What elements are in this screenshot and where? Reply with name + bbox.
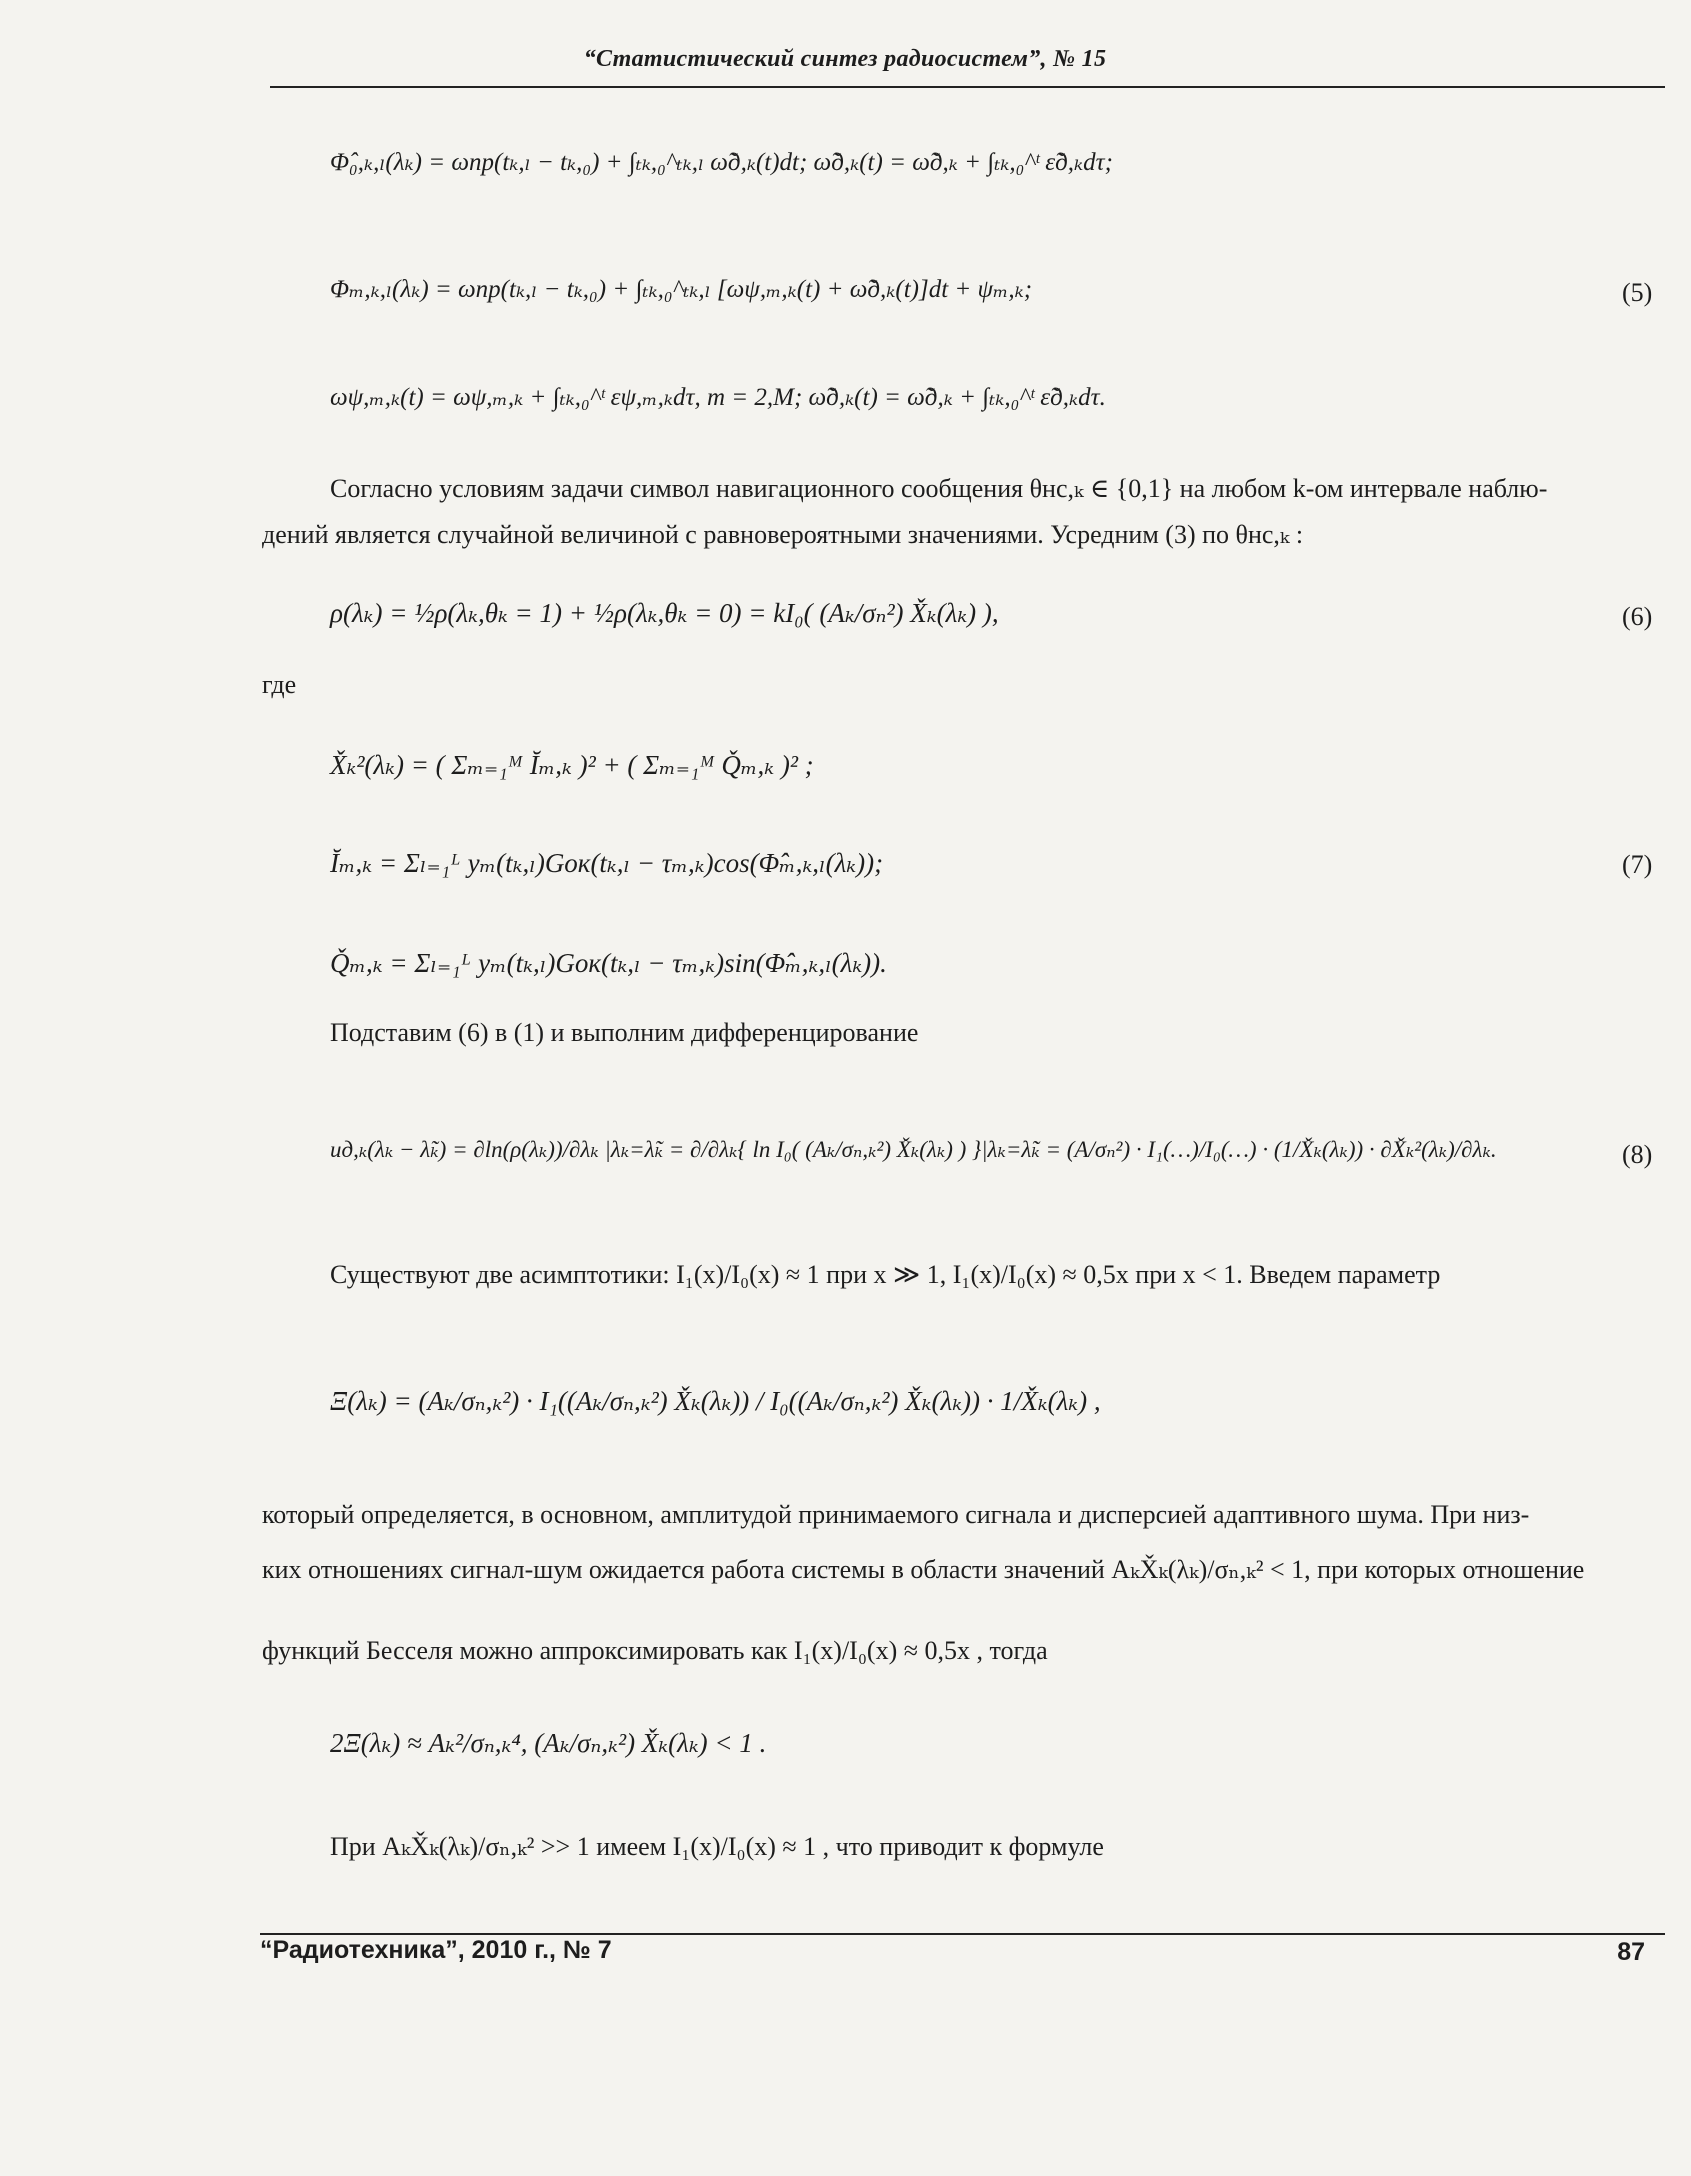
formula-6: ρ(λₖ) = ½ρ(λₖ,θₖ = 1) + ½ρ(λₖ,θₖ = 0) = kI₀( (Aₖ/σₙ²) X̌ₖ(λₖ) ), bbox=[330, 598, 999, 628]
paragraph-1-line-2: дений является случайной величиной с равновероятными значениями. Усредним (3) по θнс,ₖ : bbox=[262, 520, 1304, 549]
page-number: 87 bbox=[1617, 1938, 1645, 1966]
running-header: “Статистический синтез радиосистем”, № 15 bbox=[583, 46, 1107, 72]
formula-5-line-3: ωψ,ₘ,ₖ(t) = ωψ,ₘ,ₖ + ∫ₜₖ,₀^ᵗ εψ,ₘ,ₖdτ, m = 2,M; ω̃д,ₖ(t) = ω̃д,ₖ + ∫ₜₖ,₀^ᵗ ε̃д,ₖdτ. bbox=[330, 384, 1106, 411]
formula-7-line-3: Q̌ₘ,ₖ = Σₗ₌₁ᴸ yₘ(tₖ,ₗ)Gок(tₖ,ₗ − τₘ,ₖ)sin(Φ̂ₘ,ₖ,ₗ(λₖ)). bbox=[330, 948, 887, 978]
equation-number-6: (6) bbox=[1622, 602, 1653, 631]
paragraph-5: При AₖX̌ₖ(λₖ)/σₙ,ₖ² >> 1 имеем I₁(x)/I₀(x) ≈ 1 , что приводит к формуле bbox=[330, 1832, 1104, 1861]
formula-7-line-1: X̌ₖ²(λₖ) = ( Σₘ₌₁ᴹ Ĭₘ,ₖ )² + ( Σₘ₌₁ᴹ Q̌ₘ,ₖ )² ; bbox=[330, 750, 814, 780]
formula-8: uд,ₖ(λₖ − λ̃ₖ) = ∂ln(ρ(λₖ))/∂λₖ |λₖ=λ̃ₖ = ∂/∂λₖ{ ln I₀( (Aₖ/σₙ,ₖ²) X̌ₖ(λₖ) ) }|λₖ=λ̃ₖ = (A/σₙ²) · I₁(…)/I₀(…) · (1/X̌ₖ(λₖ)) · ∂X̌ₖ²(λₖ)/∂λₖ. bbox=[330, 1137, 1497, 1162]
paragraph-2: Подставим (6) в (1) и выполним дифференцирование bbox=[330, 1018, 919, 1047]
formula-2xi: 2Ξ(λₖ) ≈ Aₖ²/σₙ,ₖ⁴, (Aₖ/σₙ,ₖ²) X̌ₖ(λₖ) < 1 . bbox=[330, 1728, 767, 1758]
paragraph-1-line-1: Согласно условиям задачи символ навигационного сообщения θнс,ₖ ∈ {0,1} на любом k-ом интервале наблю- bbox=[330, 474, 1548, 503]
paragraph-4-line-2: ких отношениях сигнал-шум ожидается работа системы в области значений AₖX̌ₖ(λₖ)/σₙ,ₖ² < 1, при которых отношение bbox=[262, 1555, 1585, 1584]
formula-xi: Ξ(λₖ) = (Aₖ/σₙ,ₖ²) · I₁((Aₖ/σₙ,ₖ²) X̌ₖ(λₖ)) / I₀((Aₖ/σₙ,ₖ²) X̌ₖ(λₖ)) · 1/X̌ₖ(λₖ) , bbox=[330, 1386, 1101, 1416]
footer-journal: “Радиотехника”, 2010 г., № 7 bbox=[260, 1936, 612, 1964]
equation-number-5: (5) bbox=[1622, 278, 1653, 307]
paragraph-4-line-1: который определяется, в основном, амплитудой принимаемого сигнала и дисперсией адаптивного шума. При низ- bbox=[262, 1500, 1530, 1529]
paragraph-3: Существуют две асимптотики: I₁(x)/I₀(x) ≈ 1 при x ≫ 1, I₁(x)/I₀(x) ≈ 0,5x при x < 1. Введем параметр bbox=[330, 1260, 1441, 1289]
where-word: где bbox=[262, 670, 297, 699]
formula-7-line-2: Ĭₘ,ₖ = Σₗ₌₁ᴸ yₘ(tₖ,ₗ)Gок(tₖ,ₗ − τₘ,ₖ)cos(Φ̂ₘ,ₖ,ₗ(λₖ)); bbox=[330, 848, 884, 878]
header-rule bbox=[270, 86, 1665, 88]
formula-5-line-2: Φₘ,ₖ,ₗ(λₖ) = ωпр(tₖ,ₗ − tₖ,₀) + ∫ₜₖ,₀^ₜₖ,ₗ [ωψ,ₘ,ₖ(t) + ω̃д,ₖ(t)]dt + ψₘ,ₖ; bbox=[330, 276, 1033, 303]
paragraph-4-line-3: функций Бесселя можно аппроксимировать как I₁(x)/I₀(x) ≈ 0,5x , тогда bbox=[262, 1636, 1048, 1665]
footer-rule bbox=[260, 1933, 1665, 1935]
equation-number-8: (8) bbox=[1622, 1140, 1653, 1169]
equation-number-7: (7) bbox=[1622, 850, 1653, 879]
formula-5-line-1: Φ̂₀,ₖ,ₗ(λₖ) = ωпр(tₖ,ₗ − tₖ,₀) + ∫ₜₖ,₀^ₜₖ,ₗ ω̃д,ₖ(t)dt; ω̃д,ₖ(t) = ω̃д,ₖ + ∫ₜₖ,₀^ᵗ ε̃д,ₖdτ; bbox=[330, 149, 1113, 176]
